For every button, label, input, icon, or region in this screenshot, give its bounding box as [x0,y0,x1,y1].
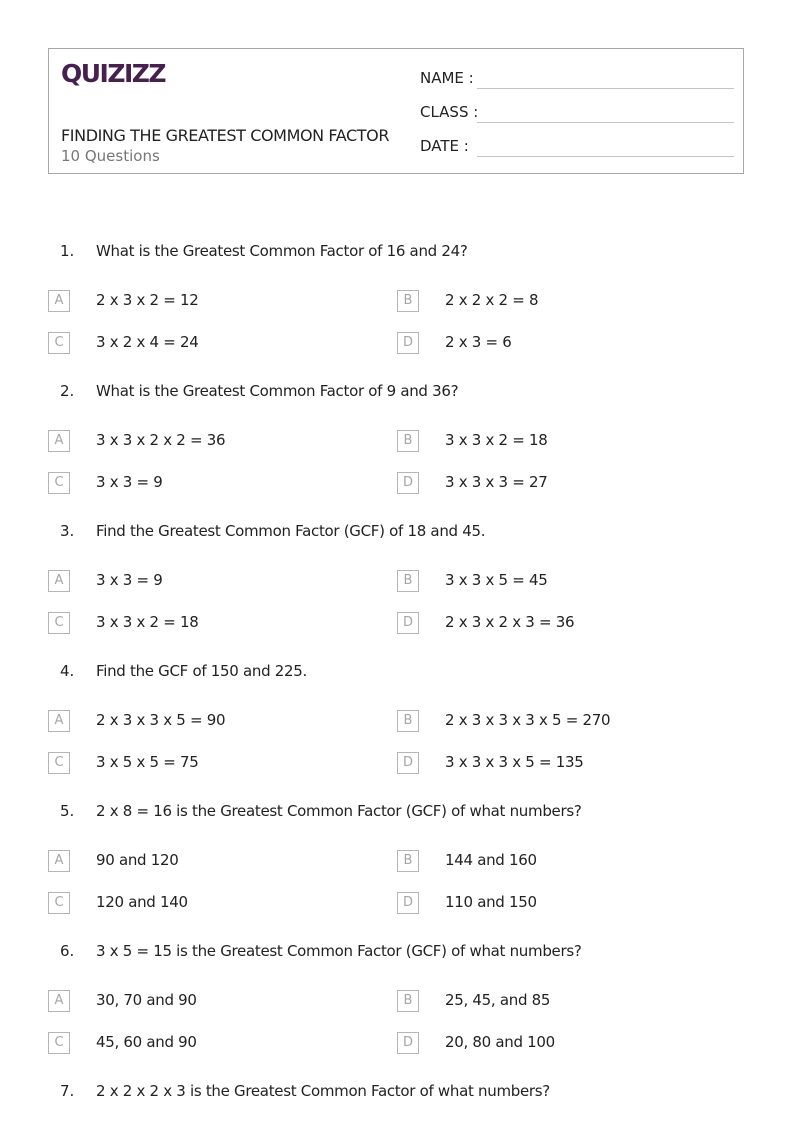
option-letter-box[interactable]: A [48,570,70,592]
option-letter-box[interactable]: B [397,850,419,872]
quizizz-logo: QUIZIZZ [61,59,166,88]
name-line[interactable] [477,88,734,89]
option-text: 3 x 5 x 5 = 75 [96,753,199,771]
option-c[interactable] [48,752,388,776]
option-text: 3 x 3 = 9 [96,571,163,589]
option-b[interactable] [397,990,737,1014]
option-text: 3 x 3 x 5 = 45 [445,571,548,589]
option-a[interactable] [48,570,388,594]
option-letter-box[interactable]: B [397,990,419,1012]
option-letter-box[interactable]: B [397,710,419,732]
option-letter-box[interactable]: D [397,1032,419,1054]
option-letter-box[interactable]: C [48,332,70,354]
option-a[interactable] [48,710,388,734]
class-label: CLASS : [420,103,479,121]
option-text: 3 x 3 x 2 = 18 [445,431,548,449]
option-text: 110 and 150 [445,893,537,911]
option-text: 2 x 3 x 3 x 3 x 5 = 270 [445,711,611,729]
option-text: 2 x 3 x 2 x 3 = 36 [445,613,575,631]
question-text: 2 x 2 x 2 x 3 is the Greatest Common Factor of what numbers? [96,1082,550,1100]
option-c[interactable] [48,1032,388,1056]
question-5 [0,802,794,942]
option-letter-box[interactable]: D [397,892,419,914]
option-c[interactable] [48,892,388,916]
question-number: 1. [60,242,75,260]
option-d[interactable] [397,472,737,496]
option-text: 3 x 3 = 9 [96,473,163,491]
question-text: Find the GCF of 150 and 225. [96,662,307,680]
date-label: DATE : [420,137,469,155]
option-text: 144 and 160 [445,851,537,869]
question-3 [0,522,794,662]
option-c[interactable] [48,472,388,496]
option-text: 3 x 2 x 4 = 24 [96,333,199,351]
option-text: 3 x 3 x 3 = 27 [445,473,548,491]
question-count: 10 Questions [61,147,160,165]
option-c[interactable] [48,612,388,636]
question-text: 2 x 8 = 16 is the Greatest Common Factor (GCF) of what numbers? [96,802,582,820]
option-letter-box[interactable]: C [48,752,70,774]
option-letter-box[interactable]: A [48,850,70,872]
question-number: 5. [60,802,75,820]
question-number: 3. [60,522,75,540]
question-text: 3 x 5 = 15 is the Greatest Common Factor (GCF) of what numbers? [96,942,582,960]
option-a[interactable] [48,990,388,1014]
question-4 [0,662,794,802]
option-b[interactable] [397,850,737,874]
date-field[interactable] [420,135,734,157]
option-b[interactable] [397,430,737,454]
option-a[interactable] [48,290,388,314]
option-text: 30, 70 and 90 [96,991,197,1009]
name-label: NAME : [420,69,474,87]
option-text: 2 x 3 x 3 x 5 = 90 [96,711,226,729]
question-7 [0,1082,794,1112]
option-text: 3 x 3 x 3 x 5 = 135 [445,753,584,771]
option-text: 20, 80 and 100 [445,1033,555,1051]
option-letter-box[interactable]: A [48,430,70,452]
question-2 [0,382,794,522]
question-text: What is the Greatest Common Factor of 16 and 24? [96,242,468,260]
option-d[interactable] [397,1032,737,1056]
option-letter-box[interactable]: D [397,612,419,634]
option-text: 3 x 3 x 2 = 18 [96,613,199,631]
name-field[interactable] [420,67,734,89]
option-text: 2 x 3 = 6 [445,333,512,351]
question-6 [0,942,794,1082]
option-letter-box[interactable]: B [397,430,419,452]
question-number: 4. [60,662,75,680]
question-number: 7. [60,1082,75,1100]
class-field[interactable] [420,101,734,123]
option-letter-box[interactable]: A [48,990,70,1012]
option-d[interactable] [397,332,737,356]
option-b[interactable] [397,570,737,594]
question-text: What is the Greatest Common Factor of 9 and 36? [96,382,459,400]
worksheet-header [48,48,744,174]
question-number: 6. [60,942,75,960]
option-d[interactable] [397,752,737,776]
option-text: 2 x 2 x 2 = 8 [445,291,539,309]
option-text: 90 and 120 [96,851,179,869]
option-d[interactable] [397,612,737,636]
question-number: 2. [60,382,75,400]
option-letter-box[interactable]: D [397,472,419,494]
option-text: 3 x 3 x 2 x 2 = 36 [96,431,226,449]
option-text: 120 and 140 [96,893,188,911]
option-c[interactable] [48,332,388,356]
option-text: 45, 60 and 90 [96,1033,197,1051]
option-letter-box[interactable]: B [397,570,419,592]
class-line[interactable] [477,122,734,123]
date-line[interactable] [477,156,734,157]
option-letter-box[interactable]: D [397,752,419,774]
option-a[interactable] [48,430,388,454]
option-text: 25, 45, and 85 [445,991,551,1009]
option-letter-box[interactable]: D [397,332,419,354]
option-letter-box[interactable]: C [48,612,70,634]
option-letter-box[interactable]: B [397,290,419,312]
question-text: Find the Greatest Common Factor (GCF) of 18 and 45. [96,522,486,540]
option-b[interactable] [397,290,737,314]
option-b[interactable] [397,710,737,734]
option-letter-box[interactable]: C [48,892,70,914]
worksheet-title: FINDING THE GREATEST COMMON FACTOR [61,126,390,145]
option-d[interactable] [397,892,737,916]
option-letter-box[interactable]: A [48,710,70,732]
option-letter-box[interactable]: C [48,472,70,494]
option-text: 2 x 3 x 2 = 12 [96,291,199,309]
option-a[interactable] [48,850,388,874]
option-letter-box[interactable]: A [48,290,70,312]
question-1 [0,242,794,382]
option-letter-box[interactable]: C [48,1032,70,1054]
